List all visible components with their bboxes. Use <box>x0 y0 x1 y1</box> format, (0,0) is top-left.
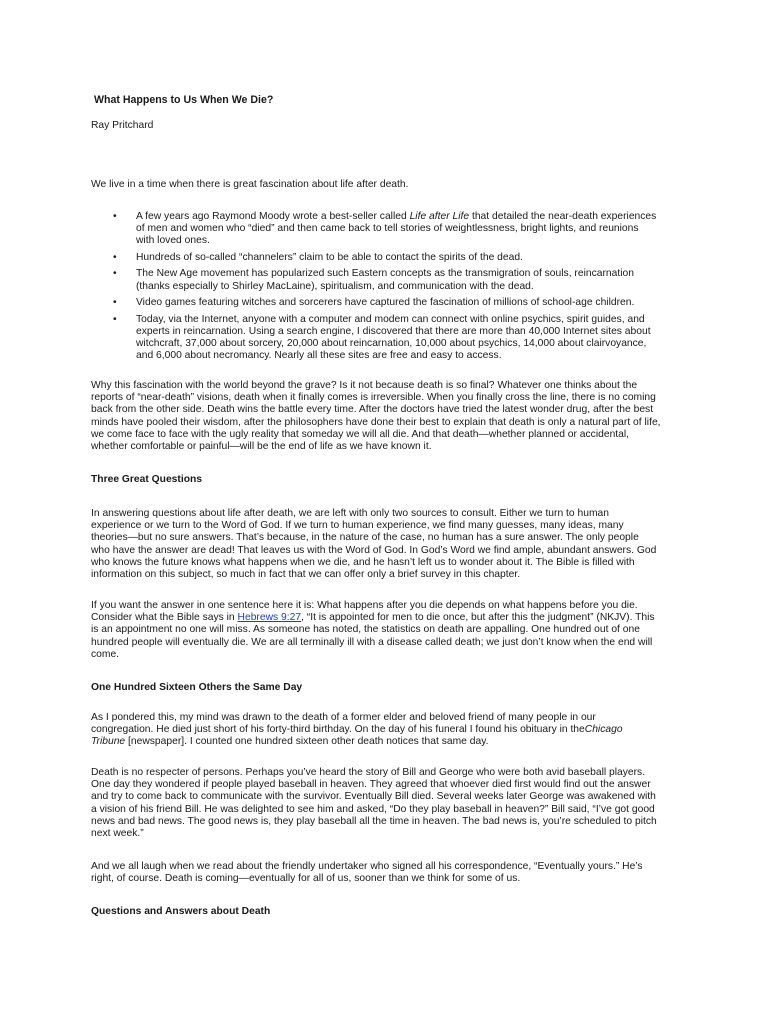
hebrews-link[interactable]: Hebrews 9:27 <box>237 612 302 624</box>
bullet-list <box>91 211 691 367</box>
list-item: • Video games featuring witches and sorcerers have captured the fascination of millions of school-age children. <box>113 297 635 309</box>
section-heading-questions: Three Great Questions <box>91 474 203 485</box>
baseball-paragraph: Death is no respecter of persons. Perhaps you’ve heard the story of Bill and George who were both avid baseball players. One day they wondered if people played baseball in heaven. They agreed that whoever died first would find out the answer and try to come back to communicate with the survivor. Eventually Bill died. Several weeks later George was awakened with a vision of his friend Bill. He was delighted to see him and asked, “Do they play baseball in heaven?” Bill said, “I’ve got good news and bad news. The good news is, they play baseball all the time in heaven. The bad news is, you’re scheduled to pitch next week.” <box>91 767 657 840</box>
elder-paragraph: As I pondered this, my mind was drawn to the death of a former elder and beloved friend of many people in our congregation. He died just short of his forty-third birthday. On the day of his funeral I found his obituary in theChicago Tribune [newspaper]. I counted one hundred sixteen other death notices that same day. <box>91 712 623 748</box>
newspaper-name: Tribune <box>91 736 126 748</box>
intro-paragraph: We live in a time when there is great fascination about life after death. <box>91 179 409 190</box>
bullet-icon: • <box>113 251 117 263</box>
bullet-icon: • <box>113 297 117 309</box>
sources-paragraph: In answering questions about life after death, we are left with only two sources to consult. Either we turn to human experience or we turn to the Word of God. If we turn to human experience, we find many guesses, many ideas, many theories—but no sure answers. That’s because, in the nature of the case, no human has a sure answer. The only people who have the answer are dead! That leaves us with the Word of God. In God’s Word we find ample, abundant answers. God who knows the future knows what happens when we die, and he hasn’t left us to wonder about it. The Bible is filled with information on this subject, so much in fact that we can offer only a brief survey in this chapter. <box>91 508 657 581</box>
list-item: • A few years ago Raymond Moody wrote a best-seller called Life after Life that detailed the near-death experiences of men and women who “died” and then came back to tell stories of weightlessness, bright lights, and reunions with loved ones. <box>113 211 657 247</box>
list-item: • Hundreds of so-called “channelers” claim to be able to contact the spirits of the dead. <box>113 251 523 263</box>
author-name: Ray Pritchard <box>91 120 154 131</box>
undertaker-paragraph: And we all laugh when we read about the friendly undertaker who signed all his correspondence, “Eventually yours.” He’s right, of course. Death is coming—eventually for all of us, sooner than we think for some of us. <box>91 861 643 885</box>
book-title: Life after Life <box>409 211 470 222</box>
newspaper-name: Chicago <box>584 724 623 736</box>
bullet-icon: • <box>113 313 117 325</box>
list-item: • The New Age movement has popularized such Eastern concepts as the transmigration of souls, reincarnation (thanks especially to Shirley MacLaine), spiritualism, and communication with the dead. <box>113 268 634 292</box>
bullet-icon: • <box>113 211 117 222</box>
answer-paragraph: If you want the answer in one sentence here it is: What happens after you die depends on what happens before you die. Consider what the Bible says in Hebrews 9:27, “It is appointed for men to die once, but after this the judgment” (NKJV). This is an appointment no one will miss. As someone has noted, the statistics on death are appalling. One hundred out of one hundred people will eventually die. We are all terminally ill with a disease called death; we just don’t know when the end will come. <box>91 600 655 660</box>
fascination-paragraph: Why this fascination with the world beyond the grave? Is it not because death is so final? Whatever one thinks about the reports of “near-death” visions, death when it finally comes is irreversible. When you finally cross the line, there is no coming back from the other side. Death wins the battle every time. After the doctors have tried the latest wonder drug, after the best minds have pooled their wisdom, after the philosophers have done their best to explain that death is only a natural part of life, we come face to face with the ugly reality that someday we will all die. And that death—whether planned or accidental, whether comfortable or painful—will be the end of life as we have known it. <box>91 380 661 453</box>
document-title: What Happens to Us When We Die? <box>94 94 274 106</box>
section-heading-qa: Questions and Answers about Death <box>91 906 271 917</box>
section-heading-others: One Hundred Sixteen Others the Same Day <box>91 682 303 693</box>
list-item: • Today, via the Internet, anyone with a computer and modem can connect with online psychics, spirit guides, and experts in reincarnation. Using a search engine, I discovered that there are more than 40,000 Internet sites about witchcraft, 37,000 about sorcery, 20,000 about reincarnation, 10,000 about psychics, 14,000 about clairvoyance, and 6,000 about necromancy. Nearly all these sites are free and easy to access. <box>113 313 651 362</box>
bullet-icon: • <box>113 268 117 280</box>
